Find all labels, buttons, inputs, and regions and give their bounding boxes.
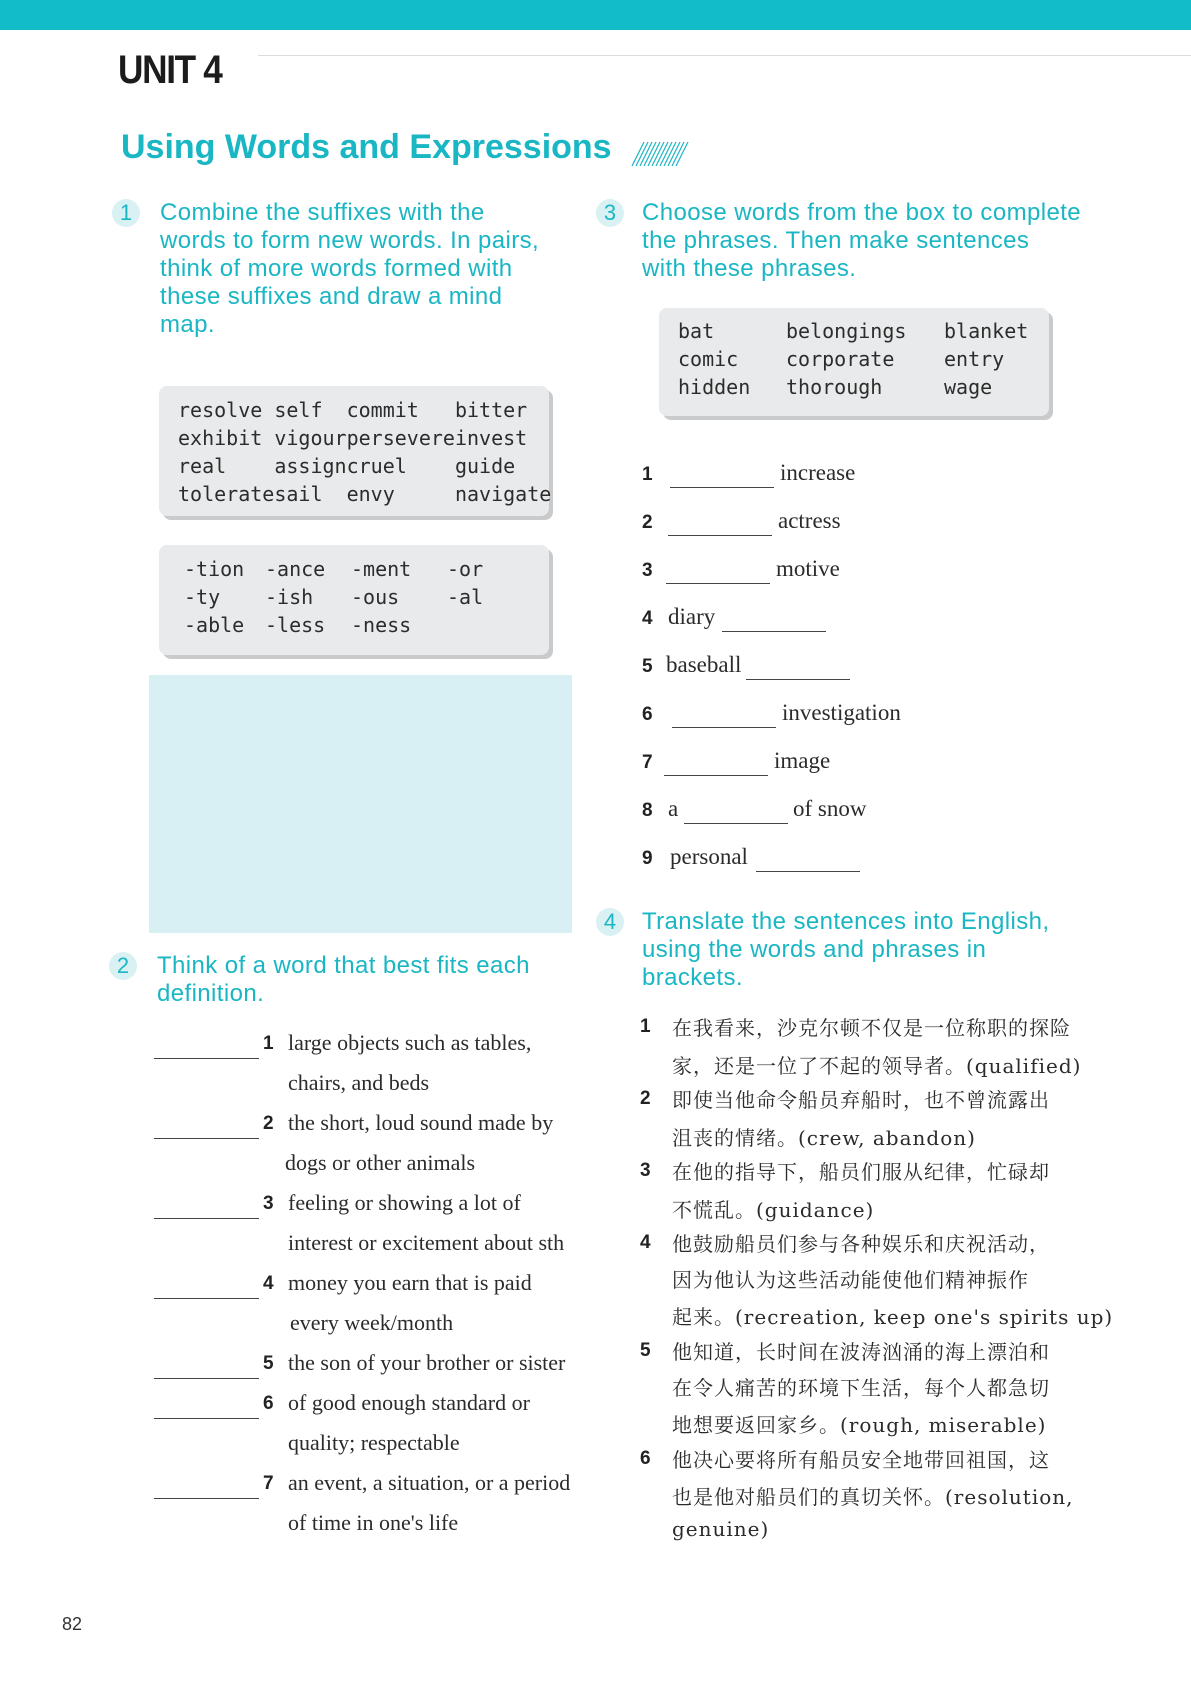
definition-text: money you earn that is paid — [288, 1270, 532, 1295]
sentence-text: 即使当他命令船员弃船时，也不曾流露出 — [672, 1088, 1050, 1112]
sentence-text: 在他的指导下，船员们服从纪律，忙碌却 — [672, 1160, 1050, 1184]
definition-text: interest or excitement about sth — [288, 1230, 565, 1255]
sentence-text: 在我看来，沙克尔顿不仅是一位称职的探险 — [672, 1016, 1071, 1040]
phrase-text: of snow — [793, 796, 867, 821]
page-number: 82 — [62, 1614, 83, 1634]
phrase-word-box: bat belongings blanket comic corporate entry hidden thorough wage — [659, 308, 1049, 416]
definition-text: feeling or showing a lot of — [288, 1190, 521, 1215]
sentence-text: 家，还是一位了不起的领导者。(qualified) — [672, 1054, 1082, 1078]
phrase-text: motive — [776, 556, 840, 581]
definition-number: 1 — [263, 1033, 274, 1054]
sentence-text: 地想要返回家乡。(rough, miserable) — [672, 1413, 1047, 1437]
definition-text: chairs, and beds — [288, 1070, 430, 1095]
definition-text: quality; respectable — [288, 1430, 460, 1455]
sentence-number: 5 — [640, 1340, 651, 1361]
exercise-3-number: 3 — [596, 199, 624, 227]
unit-title: UNIT 4 — [118, 48, 222, 92]
hatch-decoration-icon — [630, 140, 694, 168]
answer-blank[interactable] — [670, 487, 774, 488]
definition-text: dogs or other animals — [285, 1150, 476, 1175]
sentence-text: 在令人痛苦的环境下生活，每个人都急切 — [672, 1376, 1050, 1400]
sentence-text: 他知道，长时间在波涛汹涌的海上漂泊和 — [672, 1340, 1050, 1364]
phrase-number: 6 — [642, 704, 653, 725]
sentence-number: 6 — [640, 1448, 651, 1469]
answer-blank[interactable] — [664, 775, 768, 776]
section-title: Using Words and Expressions — [121, 128, 612, 166]
mind-map-area[interactable] — [149, 675, 572, 933]
definition-number: 5 — [263, 1353, 274, 1374]
sentence-number: 4 — [640, 1232, 651, 1253]
sentence-text: 起来。(recreation, keep one's spirits up) — [672, 1305, 1114, 1329]
answer-blank[interactable] — [756, 871, 860, 872]
answer-blank[interactable] — [746, 679, 850, 680]
phrase-number: 7 — [642, 752, 653, 773]
sentence-text: genuine) — [672, 1517, 770, 1541]
sentence-text: 也是他对船员们的真切关怀。(resolution, — [672, 1485, 1074, 1509]
answer-blank[interactable] — [154, 1298, 259, 1299]
sentence-text: 沮丧的情绪。(crew, abandon) — [672, 1126, 976, 1150]
answer-blank[interactable] — [154, 1138, 259, 1139]
answer-blank[interactable] — [154, 1218, 259, 1219]
sentence-text: 他鼓励船员们参与各种娱乐和庆祝活动， — [672, 1232, 1050, 1256]
definition-text: the short, loud sound made by — [288, 1110, 554, 1135]
definition-number: 7 — [263, 1473, 274, 1494]
phrase-number: 1 — [642, 464, 653, 485]
definition-text: every week/month — [290, 1310, 454, 1335]
answer-blank[interactable] — [154, 1498, 259, 1499]
phrase-text: investigation — [782, 700, 901, 725]
sentence-text: 因为他认为这些活动能使他们精神振作 — [672, 1268, 1029, 1292]
answer-blank[interactable] — [154, 1378, 259, 1379]
sentence-text: 他决心要将所有船员安全地带回祖国，这 — [672, 1448, 1050, 1472]
phrase-number: 4 — [642, 608, 653, 629]
header-rule — [258, 55, 1191, 56]
exercise-2-number: 2 — [109, 952, 137, 980]
definition-number: 6 — [263, 1393, 274, 1414]
answer-blank[interactable] — [684, 823, 788, 824]
exercise-1-number: 1 — [112, 199, 140, 227]
top-accent-bar — [0, 0, 1191, 30]
phrase-number: 3 — [642, 560, 653, 581]
phrase-text: actress — [778, 508, 841, 533]
exercise-2-title: Think of a word that best fits each definition. — [157, 952, 530, 1007]
exercise-4-title: Translate the sentences into English, using the words and phrases in brackets. — [642, 908, 1050, 991]
definition-text: the son of your brother or sister — [288, 1350, 566, 1375]
answer-blank[interactable] — [154, 1418, 259, 1419]
exercise-4-number: 4 — [596, 908, 624, 936]
answer-blank[interactable] — [154, 1058, 259, 1059]
phrase-number: 9 — [642, 848, 653, 869]
definition-number: 4 — [263, 1273, 274, 1294]
exercise-1-title: Combine the suffixes with the words to form new words. In pairs, think of more words formed with these suffixes and draw a mind map. — [160, 199, 540, 338]
phrase-text: personal — [670, 844, 748, 869]
answer-blank[interactable] — [668, 535, 772, 536]
answer-blank[interactable] — [666, 583, 770, 584]
definition-text: an event, a situation, or a period — [288, 1470, 571, 1495]
definition-number: 2 — [263, 1113, 274, 1134]
phrase-number: 8 — [642, 800, 653, 821]
phrase-text: a — [668, 796, 679, 821]
definition-text: large objects such as tables, — [288, 1030, 532, 1055]
phrase-text: baseball — [666, 652, 742, 677]
sentence-text: 不慌乱。(guidance) — [672, 1198, 875, 1222]
answer-blank[interactable] — [722, 631, 826, 632]
word-box: resolve self commit bitter exhibit vigour persevere invest real assign cruel guide tolerate sail envy navigate — [159, 386, 549, 516]
suffix-box: -tion -ance -ment -or -ty -ish -ous -al -able -less -ness — [159, 545, 549, 655]
phrase-number: 2 — [642, 512, 653, 533]
sentence-number: 3 — [640, 1160, 651, 1181]
definition-text: of time in one's life — [288, 1510, 459, 1535]
phrase-text: image — [774, 748, 831, 773]
exercise-3-title: Choose words from the box to complete the phrases. Then make sentences with these phrases. — [642, 199, 1082, 282]
definition-text: of good enough standard or — [288, 1390, 530, 1415]
phrase-number: 5 — [642, 656, 653, 677]
answer-blank[interactable] — [672, 727, 776, 728]
sentence-number: 1 — [640, 1016, 651, 1037]
definition-number: 3 — [263, 1193, 274, 1214]
sentence-number: 2 — [640, 1088, 651, 1109]
phrase-text: diary — [668, 604, 716, 629]
phrase-text: increase — [780, 460, 856, 485]
